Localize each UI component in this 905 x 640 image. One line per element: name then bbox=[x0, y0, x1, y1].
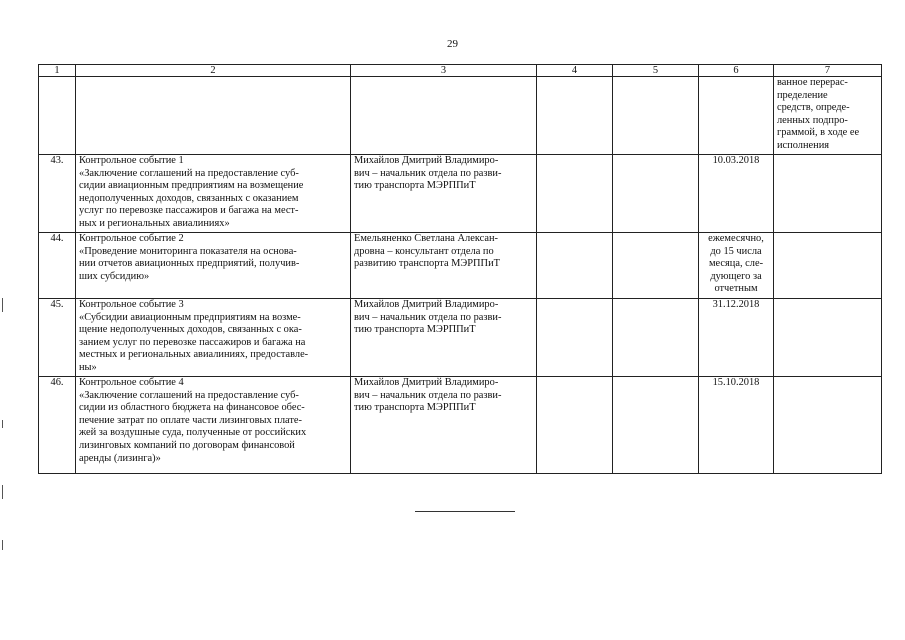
event-text-line: ших субсидию» bbox=[79, 270, 150, 282]
empty-cell bbox=[699, 77, 774, 155]
column-number: 2 bbox=[76, 65, 351, 77]
row-number: 45. bbox=[39, 299, 76, 377]
column-number: 7 bbox=[774, 65, 882, 77]
responsible-line: тию транспорта МЭРППиТ bbox=[354, 402, 476, 414]
event-text-line: печение затрат по оплате части лизинговых плате- bbox=[79, 414, 302, 426]
date-line: 15.10.2018 bbox=[712, 377, 760, 388]
event-title: Контрольное событие 4 bbox=[79, 377, 184, 388]
scan-margin-mark bbox=[2, 298, 3, 312]
scan-margin-mark bbox=[2, 420, 3, 428]
table-row bbox=[39, 155, 882, 233]
scan-margin-mark bbox=[2, 540, 3, 550]
note-line: средств, опреде- bbox=[777, 102, 850, 114]
date-cell bbox=[699, 299, 774, 377]
event-title: Контрольное событие 1 bbox=[79, 155, 184, 166]
date-line: 31.12.2018 bbox=[712, 299, 760, 310]
event-text-line: «Заключение соглашений на предоставление суб- bbox=[79, 389, 299, 401]
event-text-line: нии отчетов авиационных предприятий, получив- bbox=[79, 258, 300, 270]
event-cell bbox=[76, 233, 351, 299]
event-title: Контрольное событие 3 bbox=[79, 299, 184, 310]
event-text-line: занием услуг по перевозке пассажиров и багажа на bbox=[79, 336, 306, 348]
note-line: ленных подпро- bbox=[777, 114, 848, 126]
event-title: Контрольное событие 2 bbox=[79, 233, 184, 244]
table-row bbox=[39, 233, 882, 299]
note-line: граммой, в ходе ее bbox=[777, 127, 860, 139]
note-line: исполнения bbox=[777, 139, 830, 151]
date-line: дующего за bbox=[710, 270, 762, 282]
event-text-line: недополученных доходов, связанных с оказанием bbox=[79, 192, 299, 204]
row-number: 43. bbox=[39, 155, 76, 233]
column-number: 1 bbox=[39, 65, 76, 77]
responsible-line: Михайлов Дмитрий Владимиро- bbox=[354, 155, 499, 166]
date-line: месяца, сле- bbox=[708, 258, 764, 270]
event-cell bbox=[76, 155, 351, 233]
event-text-line: «Проведение мониторинга показателя на основа- bbox=[79, 245, 297, 257]
table-row bbox=[39, 377, 882, 474]
responsible-line: вич – начальник отдела по разви- bbox=[354, 167, 502, 179]
event-text-line: услуг по перевозке пассажиров и багажа на мест- bbox=[79, 205, 299, 217]
event-text-line: сидии из областного бюджета на финансовое обес- bbox=[79, 402, 305, 414]
empty-cell bbox=[613, 299, 699, 377]
note-line: ванное перерас- bbox=[777, 77, 848, 88]
column-number: 3 bbox=[351, 65, 537, 77]
empty-cell bbox=[537, 77, 613, 155]
responsible-line: развитию транспорта МЭРППиТ bbox=[354, 258, 500, 270]
empty-cell bbox=[774, 299, 882, 377]
responsible-cell bbox=[351, 233, 537, 299]
empty-cell bbox=[613, 77, 699, 155]
note-cell bbox=[774, 77, 882, 155]
event-text-line: «Заключение соглашений на предоставление суб- bbox=[79, 167, 299, 179]
responsible-line: Емельяненко Светлана Алексан- bbox=[354, 233, 498, 244]
responsible-line: Михайлов Дмитрий Владимиро- bbox=[354, 299, 499, 310]
empty-cell bbox=[39, 77, 76, 155]
empty-cell bbox=[537, 233, 613, 299]
event-text-line: сидии авиационным предприятиям на возмещение bbox=[79, 180, 304, 192]
event-text-line: ных и региональных авиалиниях» bbox=[79, 217, 230, 229]
responsible-cell bbox=[351, 155, 537, 233]
date-line: отчетным bbox=[714, 283, 758, 295]
empty-cell bbox=[537, 155, 613, 233]
responsible-cell bbox=[351, 377, 537, 474]
empty-cell bbox=[76, 77, 351, 155]
event-cell bbox=[76, 377, 351, 474]
empty-cell bbox=[613, 377, 699, 474]
column-number-header-row bbox=[39, 65, 882, 77]
event-text-line: местных и региональных авиалиниях, предоставле- bbox=[79, 349, 309, 361]
column-number: 5 bbox=[613, 65, 699, 77]
table-row bbox=[39, 299, 882, 377]
date-cell bbox=[699, 233, 774, 299]
responsible-line: тию транспорта МЭРППиТ bbox=[354, 324, 476, 336]
event-cell bbox=[76, 299, 351, 377]
event-text-line: щение недополученных доходов, связанных с ока- bbox=[79, 324, 302, 336]
row-number: 46. bbox=[39, 377, 76, 474]
empty-cell bbox=[613, 155, 699, 233]
event-text-line: жей за воздушные суда, полученные от российских bbox=[79, 427, 307, 439]
page-number: 29 bbox=[447, 38, 458, 50]
event-text-line: лизинговых компаний по договорам финансовой bbox=[79, 439, 295, 451]
column-number: 4 bbox=[537, 65, 613, 77]
empty-cell bbox=[774, 233, 882, 299]
date-line: до 15 числа bbox=[710, 245, 762, 257]
note-line: пределение bbox=[777, 89, 828, 101]
responsible-line: дровна – консультант отдела по bbox=[354, 245, 494, 257]
responsible-line: вич – начальник отдела по разви- bbox=[354, 389, 502, 401]
column-number: 6 bbox=[699, 65, 774, 77]
empty-cell bbox=[537, 299, 613, 377]
date-line: 10.03.2018 bbox=[712, 155, 760, 166]
continuation-row bbox=[39, 77, 882, 155]
date-line: ежемесячно, bbox=[708, 233, 764, 244]
empty-cell bbox=[613, 233, 699, 299]
responsible-line: вич – начальник отдела по разви- bbox=[354, 311, 502, 323]
responsible-line: Михайлов Дмитрий Владимиро- bbox=[354, 377, 499, 388]
plan-table bbox=[38, 64, 882, 474]
empty-cell bbox=[351, 77, 537, 155]
empty-cell bbox=[774, 155, 882, 233]
responsible-cell bbox=[351, 299, 537, 377]
responsible-line: тию транспорта МЭРППиТ bbox=[354, 180, 476, 192]
event-text-line: аренды (лизинга)» bbox=[79, 452, 161, 464]
date-cell bbox=[699, 155, 774, 233]
date-cell bbox=[699, 377, 774, 474]
row-number: 44. bbox=[39, 233, 76, 299]
scan-margin-mark bbox=[2, 485, 3, 499]
empty-cell bbox=[537, 377, 613, 474]
event-text-line: «Субсидии авиационным предприятиям на возме- bbox=[79, 311, 301, 323]
end-of-page-rule bbox=[415, 511, 515, 512]
event-text-line: ны» bbox=[79, 361, 97, 373]
empty-cell bbox=[774, 377, 882, 474]
